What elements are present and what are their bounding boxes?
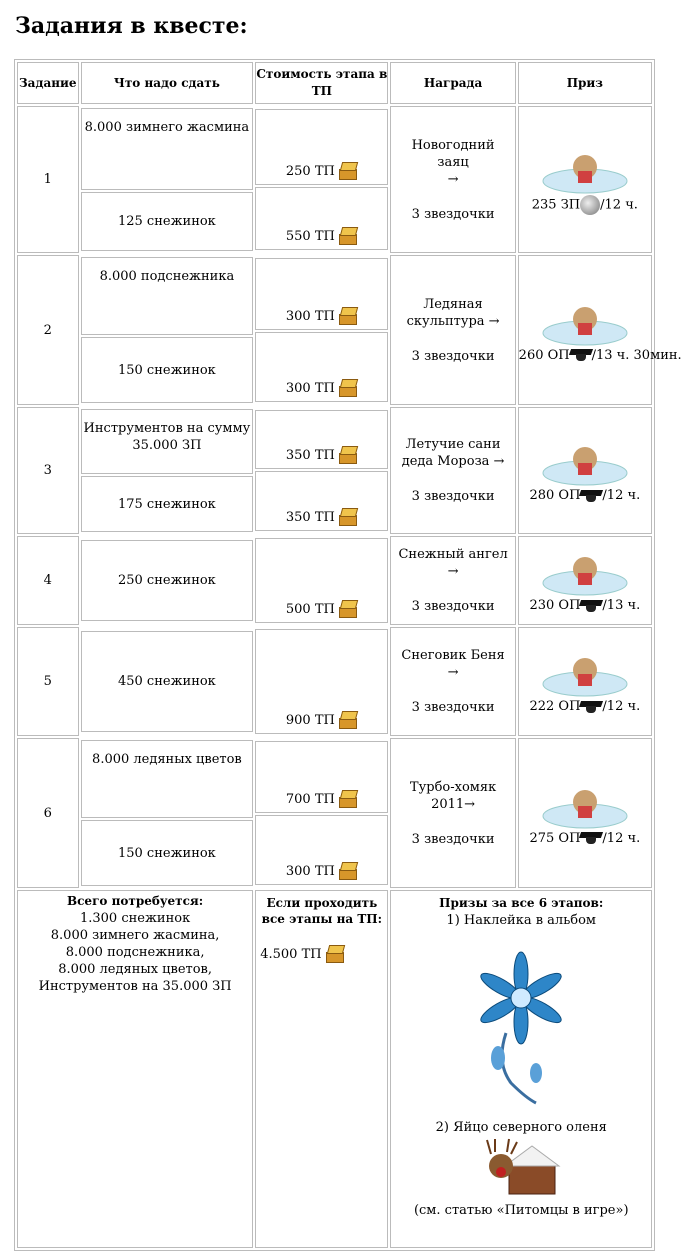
prize-cell bbox=[518, 627, 652, 736]
task-number-cell bbox=[17, 627, 79, 736]
prize-cell bbox=[518, 106, 652, 253]
what-to-submit-cell bbox=[81, 627, 254, 736]
header-prize: Приз bbox=[518, 62, 652, 104]
cost-cell bbox=[255, 815, 388, 885]
prize-cell bbox=[518, 407, 652, 534]
item-cell bbox=[81, 476, 254, 532]
cost-cell bbox=[255, 332, 388, 402]
reward-cell bbox=[390, 536, 515, 625]
graduation-cap-icon bbox=[580, 489, 602, 503]
reward-cell bbox=[390, 106, 515, 253]
stage-cost: 550 ТП bbox=[285, 229, 335, 244]
task-number-cell bbox=[17, 738, 79, 888]
item-cell bbox=[81, 192, 254, 251]
all-prize-2: 2) Яйцо северного оленя bbox=[435, 1120, 607, 1135]
task-row bbox=[17, 407, 652, 534]
prize-time: /12 ч. bbox=[602, 830, 641, 846]
task-number: 3 bbox=[43, 463, 52, 478]
stage-cost-column bbox=[255, 536, 388, 625]
cost-cell bbox=[255, 258, 388, 330]
all-prizes-cell bbox=[390, 890, 652, 1248]
graduation-cap-icon bbox=[570, 348, 592, 362]
task-number: 4 bbox=[43, 573, 52, 588]
summary-row bbox=[17, 890, 652, 1248]
chest-icon bbox=[338, 600, 358, 618]
cost-cell bbox=[255, 538, 388, 623]
item-cell bbox=[81, 740, 254, 818]
header-task: Задание bbox=[17, 62, 79, 104]
item-cell bbox=[81, 257, 254, 335]
prize-cell bbox=[518, 738, 652, 888]
task-row bbox=[17, 255, 652, 405]
stage-cost: 300 ТП bbox=[285, 864, 335, 879]
what-to-submit-cell bbox=[81, 255, 254, 405]
required-item: 150 снежинок bbox=[117, 845, 216, 861]
prize-image bbox=[540, 145, 630, 195]
stage-cost-column bbox=[255, 407, 388, 534]
prize-value: 280 ОП bbox=[529, 488, 581, 503]
total-line: 1.300 снежинок bbox=[79, 911, 191, 926]
stage-cost: 350 ТП bbox=[285, 448, 335, 463]
required-item: 8.000 ледяных цветов bbox=[92, 752, 242, 767]
required-item: 150 снежинок bbox=[117, 362, 216, 378]
reward-stars: 3 звездочки bbox=[411, 599, 495, 614]
stage-cost-column bbox=[255, 738, 388, 888]
stage-cost: 250 ТП bbox=[285, 164, 335, 179]
stage-cost: 500 ТП bbox=[285, 602, 335, 617]
stage-cost: 900 ТП bbox=[285, 713, 335, 728]
reward-name: Летучие сани деда Мороза → bbox=[401, 437, 505, 469]
item-cell bbox=[81, 540, 254, 621]
prize-value: 235 ЗП bbox=[531, 197, 581, 212]
coin-icon bbox=[580, 195, 600, 215]
task-number-cell bbox=[17, 407, 79, 534]
cost-cell bbox=[255, 410, 388, 469]
total-required-cell bbox=[17, 890, 253, 1248]
graduation-cap-icon bbox=[580, 599, 602, 613]
reward-cell bbox=[390, 407, 515, 534]
task-number-cell bbox=[17, 536, 79, 625]
stage-cost: 700 ТП bbox=[285, 792, 335, 807]
prize-value: 230 ОП bbox=[529, 598, 581, 613]
chest-icon bbox=[338, 307, 358, 325]
reindeer-egg-image bbox=[481, 1136, 561, 1202]
page-title: Задания в квесте: bbox=[15, 13, 248, 39]
item-cell bbox=[81, 108, 254, 190]
all-prizes-note: (см. статью «Питомцы в игре») bbox=[413, 1203, 629, 1218]
tp-total-cell bbox=[255, 890, 388, 1248]
prize-image bbox=[540, 297, 630, 347]
chest-icon bbox=[338, 379, 358, 397]
required-item: Инструментов на сумму 35.000 ЗП bbox=[83, 421, 251, 453]
task-number: 6 bbox=[43, 805, 52, 821]
total-line: 8.000 ледяных цветов, bbox=[58, 962, 213, 977]
tp-total-title: Если проходить все этапы на ТП: bbox=[261, 896, 383, 926]
stage-cost: 300 ТП bbox=[285, 309, 335, 324]
cost-cell bbox=[255, 187, 388, 250]
item-cell bbox=[81, 631, 254, 732]
reward-stars: 3 звездочки bbox=[411, 489, 495, 504]
what-to-submit-cell bbox=[81, 407, 254, 534]
total-line: 8.000 зимнего жасмина, bbox=[50, 928, 220, 943]
stage-cost-column bbox=[255, 255, 388, 405]
reward-name: Новогодний заяц → bbox=[411, 137, 495, 187]
prize-time: /13 ч. bbox=[602, 598, 641, 613]
quest-table bbox=[14, 59, 682, 1251]
chest-icon bbox=[338, 162, 358, 180]
prize-image bbox=[540, 547, 630, 597]
chest-icon bbox=[338, 862, 358, 880]
header-what: Что надо сдать bbox=[81, 62, 254, 104]
required-item: 8.000 зимнего жасмина bbox=[84, 120, 250, 135]
chest-icon bbox=[338, 508, 358, 526]
required-item: 250 снежинок bbox=[117, 573, 216, 588]
chest-icon bbox=[338, 790, 358, 808]
what-to-submit-cell bbox=[81, 536, 254, 625]
cost-cell bbox=[255, 629, 388, 734]
stage-cost: 300 ТП bbox=[285, 381, 335, 396]
prize-value: 222 ОП bbox=[529, 699, 581, 714]
reward-stars: 3 звездочки bbox=[411, 348, 495, 364]
reward-name: Снеговик Беня → bbox=[401, 648, 505, 680]
task-row bbox=[17, 106, 652, 253]
stage-cost-column bbox=[255, 106, 388, 253]
required-item: 125 снежинок bbox=[117, 214, 216, 229]
prize-cell bbox=[518, 536, 652, 625]
reward-stars: 3 звездочки bbox=[411, 700, 495, 715]
what-to-submit-cell bbox=[81, 738, 254, 888]
header-row bbox=[17, 62, 652, 104]
item-cell bbox=[81, 820, 254, 886]
header-cost: Стоимость этапа в ТП bbox=[255, 62, 388, 104]
prize-time: /12 ч. bbox=[600, 197, 638, 212]
prize-value: 260 ОП bbox=[518, 347, 570, 363]
cost-cell bbox=[255, 471, 388, 531]
graduation-cap-icon bbox=[580, 831, 602, 845]
task-number-cell bbox=[17, 255, 79, 405]
prize-value: 275 ОП bbox=[529, 830, 581, 846]
total-line: Инструментов на 35.000 ЗП bbox=[38, 979, 232, 994]
prize-time: /13 ч. 30мин. bbox=[591, 347, 682, 363]
header-reward: Награда bbox=[390, 62, 515, 104]
reward-name: Ледяная скульптура → bbox=[406, 296, 500, 329]
task-number: 1 bbox=[43, 172, 52, 187]
reward-cell bbox=[390, 738, 515, 888]
prize-image bbox=[540, 437, 630, 487]
cost-cell bbox=[255, 109, 388, 185]
required-item: 8.000 подснежника bbox=[99, 269, 235, 284]
stage-cost-column bbox=[255, 627, 388, 736]
required-item: 450 снежинок bbox=[117, 674, 216, 689]
reward-cell bbox=[390, 627, 515, 736]
what-to-submit-cell bbox=[81, 106, 254, 253]
reward-stars: 3 звездочки bbox=[411, 831, 495, 847]
reward-name: Снежный ангел → bbox=[398, 547, 508, 579]
total-title: Всего потребуется: bbox=[66, 894, 204, 908]
stage-cost: 350 ТП bbox=[285, 510, 335, 525]
prize-image bbox=[540, 648, 630, 698]
task-row bbox=[17, 738, 652, 888]
total-line: 8.000 подснежника, bbox=[65, 945, 205, 960]
prize-time: /12 ч. bbox=[602, 699, 641, 714]
tp-total-value: 4.500 ТП bbox=[260, 947, 322, 962]
reward-name: Турбо-хомяк 2011→ bbox=[409, 779, 497, 812]
prize-time: /12 ч. bbox=[602, 488, 641, 503]
chest-icon bbox=[338, 446, 358, 464]
cost-cell bbox=[255, 741, 388, 813]
task-row bbox=[17, 627, 652, 736]
reward-stars: 3 звездочки bbox=[411, 206, 495, 222]
task-row bbox=[17, 536, 652, 625]
chest-icon bbox=[325, 945, 345, 963]
all-prize-1: 1) Наклейка в альбом bbox=[446, 913, 597, 928]
task-number: 5 bbox=[43, 674, 52, 689]
prize-cell bbox=[518, 255, 682, 405]
required-item: 175 снежинок bbox=[117, 496, 216, 512]
task-number-cell bbox=[17, 106, 79, 253]
task-number: 2 bbox=[43, 322, 52, 338]
chest-icon bbox=[338, 711, 358, 729]
graduation-cap-icon bbox=[580, 700, 602, 714]
reward-cell bbox=[390, 255, 515, 405]
prize-image bbox=[540, 780, 630, 830]
all-prizes-title: Призы за все 6 этапов: bbox=[439, 896, 604, 910]
item-cell bbox=[81, 337, 254, 403]
snowflake-sticker-image bbox=[466, 953, 576, 1113]
item-cell bbox=[81, 409, 254, 474]
chest-icon bbox=[338, 227, 358, 245]
